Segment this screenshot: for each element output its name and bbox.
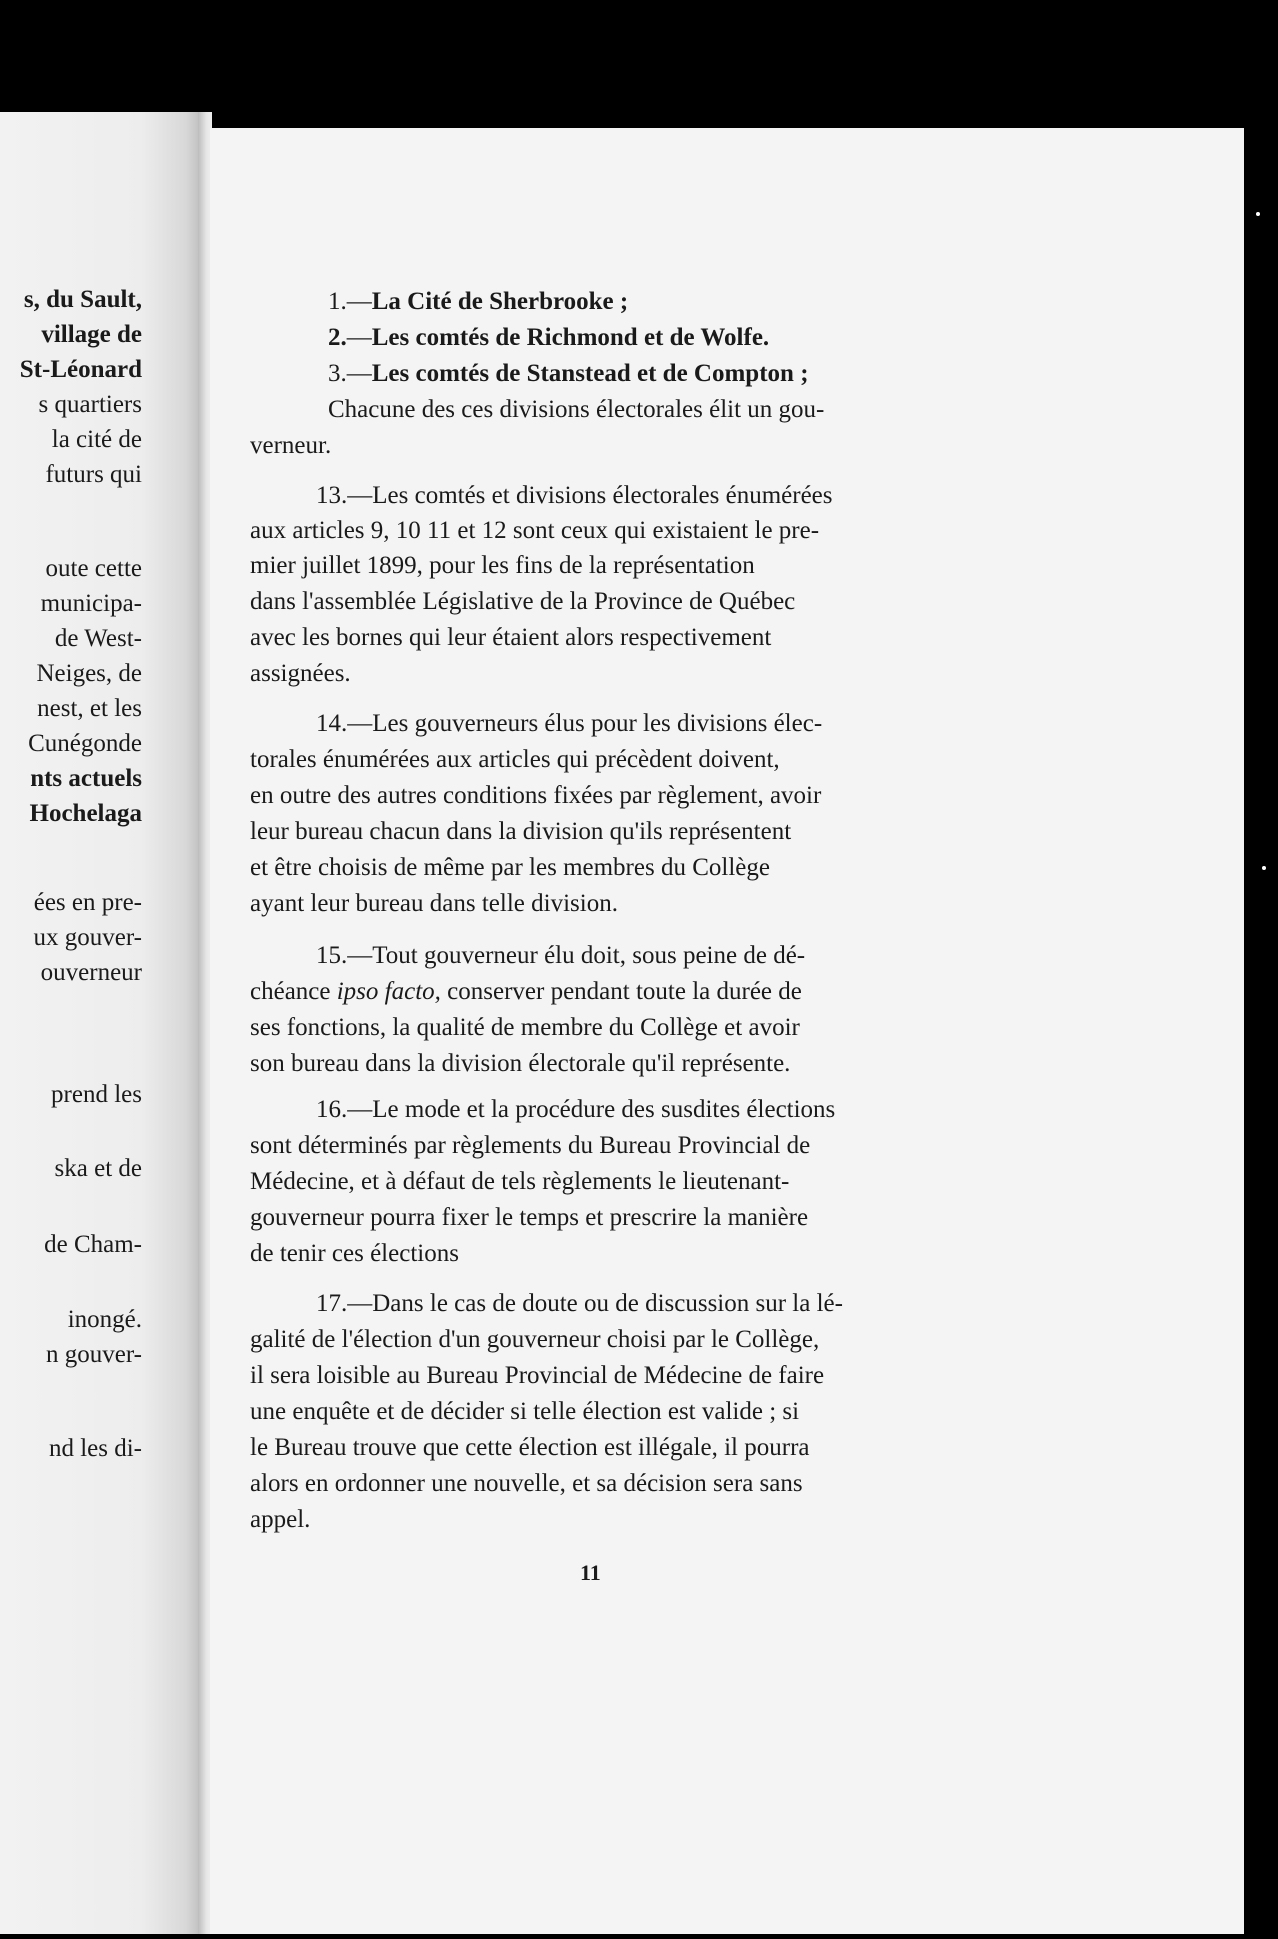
article-14-line: en outre des autres conditions fixées par règlement, avoir <box>250 782 822 809</box>
left-text-line: de Cham- <box>44 1231 142 1258</box>
article-15-line: 15.—Tout gouverneur élu doit, sous peine de dé- <box>316 942 806 969</box>
list-item: 1.—La Cité de Sherbrooke ; <box>328 288 629 315</box>
left-text-line: s, du Sault, <box>23 286 142 313</box>
left-text-line: municipa- <box>40 590 142 617</box>
left-text-line: ux gouver- <box>33 924 142 951</box>
article-15-line: ses fonctions, la qualité de membre du Collège et avoir <box>250 1014 800 1041</box>
article-14-line: torales énumérées aux articles qui précèdent doivent, <box>250 746 780 773</box>
article-17-line: 17.—Dans le cas de doute ou de discussion sur la lé- <box>316 1290 843 1317</box>
article-16-line: sont déterminés par règlements du Bureau Provincial de <box>250 1132 811 1159</box>
article-17-line: appel. <box>250 1506 311 1533</box>
article-13-line: dans l'assemblée Législative de la Province de Québec <box>250 588 796 615</box>
left-text-line: ska et de <box>54 1155 142 1182</box>
left-text-line: village de <box>41 321 142 348</box>
left-text-line: de West- <box>54 625 142 652</box>
article-16-line: gouverneur pourra fixer le temps et prescrire la manière <box>250 1204 809 1231</box>
current-page <box>210 128 1244 1934</box>
article-13-line: assignées. <box>250 660 351 687</box>
article-16-line: Médecine, et à défaut de tels règlements le lieutenant- <box>250 1168 790 1195</box>
left-text-line: ouverneur <box>40 959 142 986</box>
article-17-line: galité de l'élection d'un gouverneur choisi par le Collège, <box>250 1326 820 1353</box>
article-16-line: de tenir ces élections <box>250 1240 459 1267</box>
left-text-line: inongé. <box>67 1306 142 1333</box>
list-item: 3.—Les comtés de Stanstead et de Compton ; <box>328 360 809 387</box>
article-13-line: 13.—Les comtés et divisions électorales énumérées <box>316 482 833 509</box>
list-item: 2.—Les comtés de Richmond et de Wolfe. <box>328 324 770 351</box>
article-17-line: une enquête et de décider si telle élection est valide ; si <box>250 1398 800 1425</box>
left-text-line: nd les di- <box>48 1435 142 1462</box>
previous-page <box>0 112 202 1934</box>
article-13-line: avec les bornes qui leur étaient alors respectivement <box>250 624 772 651</box>
article-13-line: aux articles 9, 10 11 et 12 sont ceux qui existaient le pre- <box>250 517 820 544</box>
dust-speck <box>1262 866 1266 870</box>
article-14-line: ayant leur bureau dans telle division. <box>250 890 618 917</box>
page-number: 11 <box>580 1560 601 1585</box>
paragraph-line: verneur. <box>250 432 332 459</box>
article-17-line: alors en ordonner une nouvelle, et sa décision sera sans <box>250 1470 803 1497</box>
article-14-line: et être choisis de même par les membres du Collège <box>250 854 770 881</box>
paragraph-line: Chacune des ces divisions électorales élit un gou- <box>328 396 825 423</box>
left-text-line: s quartiers <box>38 391 142 418</box>
article-14-line: 14.—Les gouverneurs élus pour les divisions élec- <box>316 710 823 737</box>
left-text-line: Hochelaga <box>29 800 142 827</box>
article-15-line: chéance ipso facto, conserver pendant toute la durée de <box>250 978 802 1005</box>
left-text-line: Cunégonde <box>28 730 142 757</box>
article-17-line: il sera loisible au Bureau Provincial de Médecine de faire <box>250 1362 825 1389</box>
left-text-line: nts actuels <box>30 765 142 792</box>
left-text-line: oute cette <box>45 555 142 582</box>
left-text-line: Neiges, de <box>36 660 142 687</box>
left-text-line: nest, et les <box>37 695 142 722</box>
left-text-line: ées en pre- <box>33 889 142 916</box>
left-text-line: n gouver- <box>46 1341 142 1368</box>
article-15-line: son bureau dans la division électorale qu'il représente. <box>250 1050 791 1077</box>
left-text-line: la cité de <box>51 426 142 453</box>
article-14-line: leur bureau chacun dans la division qu'ils représentent <box>250 818 792 845</box>
article-13-line: mier juillet 1899, pour les fins de la représentation <box>250 552 755 579</box>
left-text-line: futurs qui <box>45 461 142 488</box>
dust-speck <box>1256 212 1260 216</box>
left-text-line: prend les <box>51 1081 142 1108</box>
article-16-line: 16.—Le mode et la procédure des susdites élections <box>316 1096 836 1123</box>
article-17-line: le Bureau trouve que cette élection est illégale, il pourra <box>250 1434 810 1461</box>
left-text-line: St-Léonard <box>19 356 142 383</box>
latin-phrase: ipso facto, <box>336 978 441 1005</box>
